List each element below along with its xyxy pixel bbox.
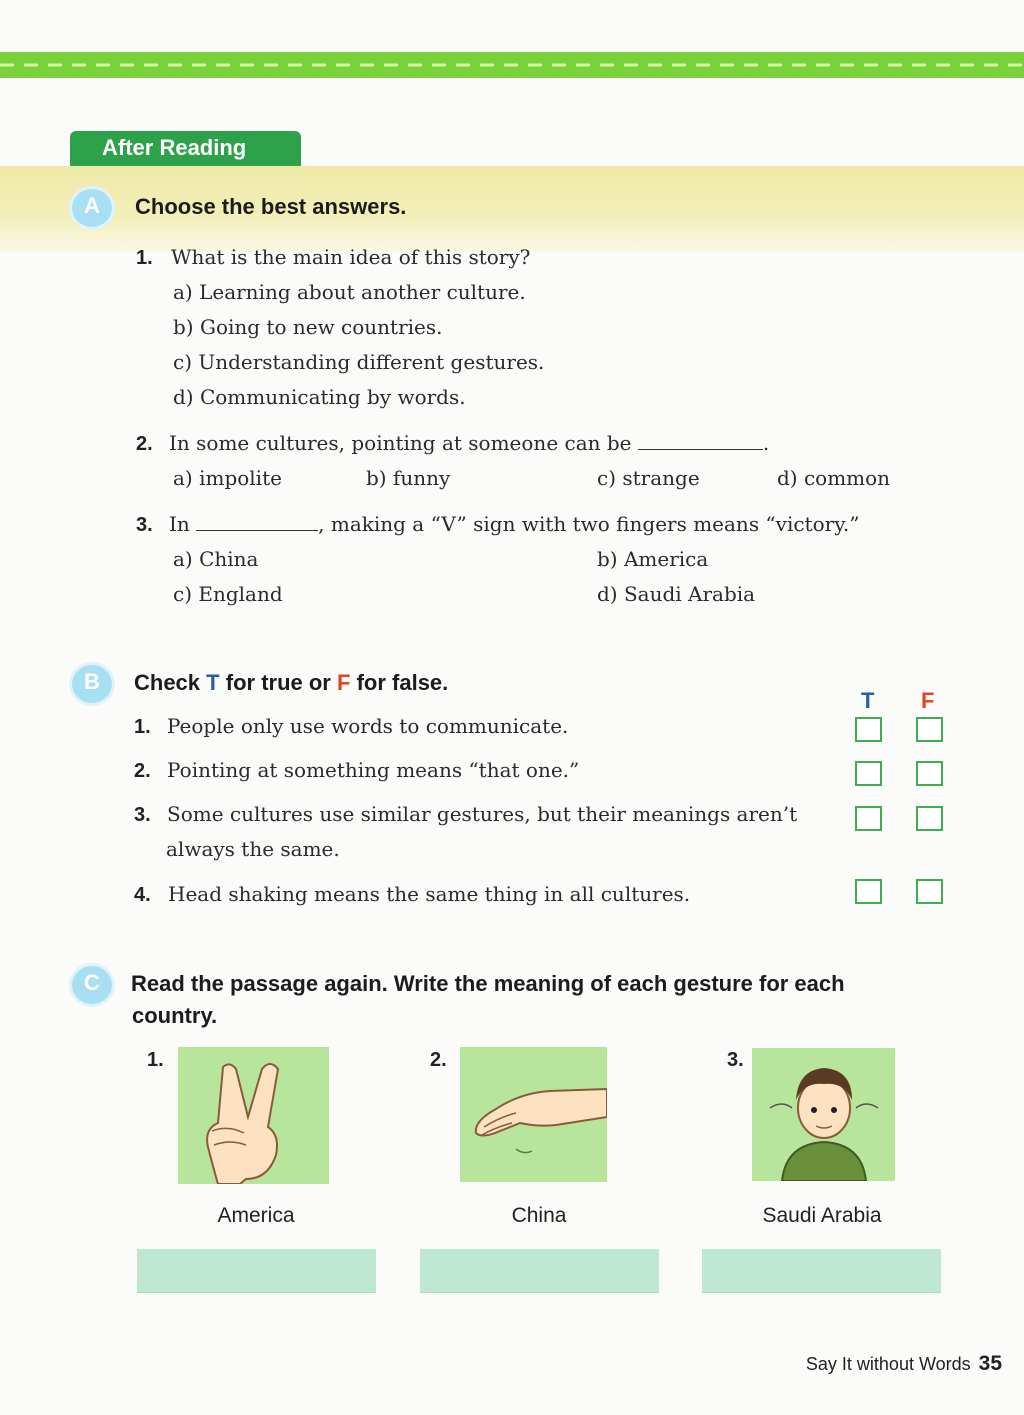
statement-number: 4.	[134, 884, 151, 906]
beckoning-hand-image	[460, 1047, 607, 1182]
true-checkbox[interactable]	[855, 879, 882, 904]
section-a-heading: Choose the best answers.	[135, 194, 407, 219]
question-text: In , making a “V” sign with two fingers means “victory.”	[169, 512, 860, 536]
country-label: America	[217, 1204, 295, 1227]
answer-option[interactable]: c) England	[173, 582, 283, 606]
question-number: 2.	[136, 433, 153, 455]
fill-blank[interactable]	[638, 448, 763, 450]
statement-number: 1.	[134, 716, 151, 738]
tab-label: After Reading	[102, 135, 247, 160]
answer-option[interactable]: b) funny	[366, 466, 451, 490]
question-text: What is the main idea of this story?	[171, 245, 531, 269]
country-label: China	[511, 1204, 567, 1227]
true-checkbox[interactable]	[855, 761, 882, 786]
section-b-badge: B	[69, 662, 115, 706]
answer-option[interactable]: b) Going to new countries.	[173, 315, 443, 339]
statement-text: Head shaking means the same thing in all cultures.	[168, 882, 691, 906]
true-checkbox[interactable]	[855, 806, 882, 831]
section-c-badge: C	[69, 963, 115, 1007]
true-column-header: T	[861, 688, 875, 713]
page-number: 35	[978, 1352, 1002, 1375]
false-checkbox[interactable]	[916, 806, 943, 831]
answer-option[interactable]: c) Understanding different gestures.	[173, 350, 545, 374]
fill-blank[interactable]	[196, 529, 318, 531]
item-number: 3.	[727, 1049, 744, 1071]
question-number: 3.	[136, 514, 153, 536]
section-c-heading-line2: country.	[132, 1003, 218, 1028]
false-checkbox[interactable]	[916, 879, 943, 904]
head-shaking-boy-image	[752, 1048, 895, 1181]
statement-number: 3.	[134, 804, 151, 826]
answer-option[interactable]: a) impolite	[173, 466, 282, 490]
t-letter: T	[206, 670, 220, 695]
answer-field[interactable]	[137, 1249, 376, 1293]
question-text: In some cultures, pointing at someone can be .	[169, 431, 770, 455]
answer-option[interactable]: d) Communicating by words.	[173, 385, 466, 409]
f-letter: F	[337, 670, 351, 695]
country-label: Saudi Arabia	[762, 1204, 882, 1227]
item-number: 2.	[430, 1049, 447, 1071]
answer-option[interactable]: a) Learning about another culture.	[173, 280, 526, 304]
statement-text: Pointing at something means “that one.”	[167, 758, 580, 782]
false-checkbox[interactable]	[916, 717, 943, 742]
answer-option[interactable]: a) China	[173, 547, 259, 571]
v-sign-hand-image	[178, 1047, 329, 1184]
item-number: 1.	[147, 1049, 164, 1071]
statement-number: 2.	[134, 760, 151, 782]
false-column-header: F	[921, 688, 935, 713]
answer-option[interactable]: b) America	[597, 547, 709, 571]
question-number: 1.	[136, 247, 153, 269]
false-checkbox[interactable]	[916, 761, 943, 786]
footer-title: Say It without Words	[805, 1354, 971, 1374]
answer-field[interactable]	[420, 1249, 659, 1293]
answer-option[interactable]: c) strange	[597, 466, 700, 490]
answer-option[interactable]: d) Saudi Arabia	[597, 582, 756, 606]
answer-field[interactable]	[702, 1249, 941, 1293]
statement-text: People only use words to communicate.	[167, 714, 569, 738]
answer-option[interactable]: d) common	[777, 466, 891, 490]
true-checkbox[interactable]	[855, 717, 882, 742]
top-decorative-band	[0, 52, 1024, 78]
section-c-heading-line1: Read the passage again. Write the meaning of each gesture for each	[131, 971, 845, 996]
section-b-heading: Check T for true or F for false.	[134, 670, 449, 695]
section-a-badge: A	[69, 186, 115, 230]
statement-text: Some cultures use similar gestures, but their meanings aren’t	[167, 802, 798, 826]
after-reading-tab	[70, 131, 301, 167]
statement-text-continued: always the same.	[166, 837, 340, 861]
page-footer	[806, 1352, 1002, 1376]
